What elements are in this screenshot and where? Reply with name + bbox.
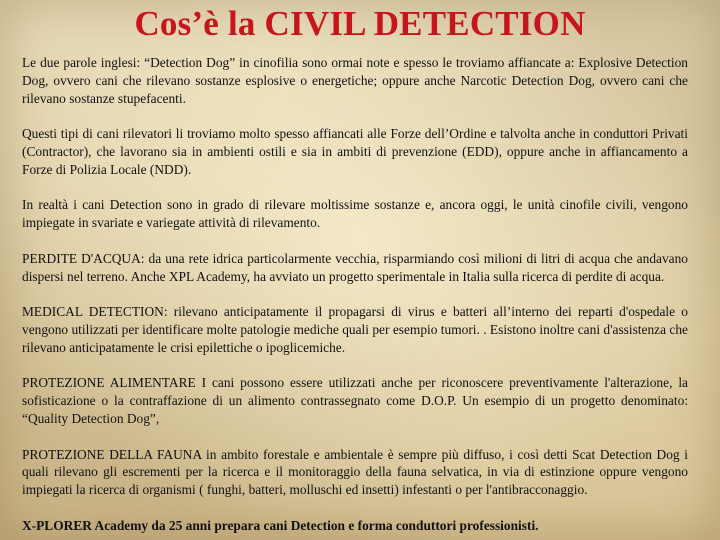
paragraph-medical-detection: MEDICAL DETECTION: rilevano anticipatamente il propagarsi di virus e batteri all’interno dei reparti d'ospedale o vengono utilizzati per identificare molte patologie mediche quali per esempio tumori. . Esistono inoltre cani d'assistenza che rilevano anticipatamente le crisi epilettiche o ipoglicemiche. (22, 304, 688, 355)
paragraph-wildlife-protection: PROTEZIONE DELLA FAUNA in ambito forestale e ambientale è sempre più diffuso, i così detti Scat Detection Dog i quali rilevano gli escrementi per la ricerca e il monitoraggio della fauna selvatica, in via di estinzione oppure vengono impiegati la ricerca di organismi ( funghi, batteri, molluschi ed insetti) infestanti o per l'antibracconaggio. (22, 446, 688, 498)
slide-title: Cos’è la CIVIL DETECTION (134, 4, 586, 43)
paragraph-detection-dog-intro: Le due parole inglesi: “Detection Dog” in cinofilia sono ormai note e spesso le troviamo affiancate a: Explosive Detection Dog, ovvero cani che rilevano sostanze esplosive o energetiche; oppure anche Narcotic Detection Dog, ovvero cani che rilevano sostanze stupefacenti. (22, 55, 688, 106)
paragraph-food-protection: PROTEZIONE ALIMENTARE I cani possono essere utilizzati anche per riconoscere preventivamente l'alterazione, la sofisticazione o la contraffazione di un alimento contrassegnato come D.O.P. Un esempio di un progetto denominato: “Quality Detection Dog”, (22, 375, 688, 426)
paragraph-law-enforcement: Questi tipi di cani rilevatori li troviamo molto spesso affiancati alle Forze dell’Ordine e talvolta anche in conduttori Privati (Contractor), che lavorano sia in ambienti ostili e sia in ambiti di prevenzione (EDD), oppure anche in affiancamento a Forze di Polizia Locale (NDD). (22, 126, 688, 177)
paragraph-academy-closing: X-PLORER Academy da 25 anni prepara cani Detection e forma conduttori professionisti. (22, 517, 539, 533)
paragraph-water-leaks: PERDITE D'ACQUA: da una rete idrica particolarmente vecchia, risparmiando così milioni di litri di acqua che andavano dispersi nel terreno. Anche XPL Academy, ha avviato un progetto sperimentale in Italia sulla ricerca di perdite di acqua. (22, 250, 688, 284)
slide-body (22, 54, 688, 535)
paragraph-civil-units: In realtà i cani Detection sono in grado di rilevare moltissime sostanze e, ancora oggi, le unità cinofile civili, vengono impiegate in svariate e variegate attività di rilevamento. (22, 197, 688, 231)
